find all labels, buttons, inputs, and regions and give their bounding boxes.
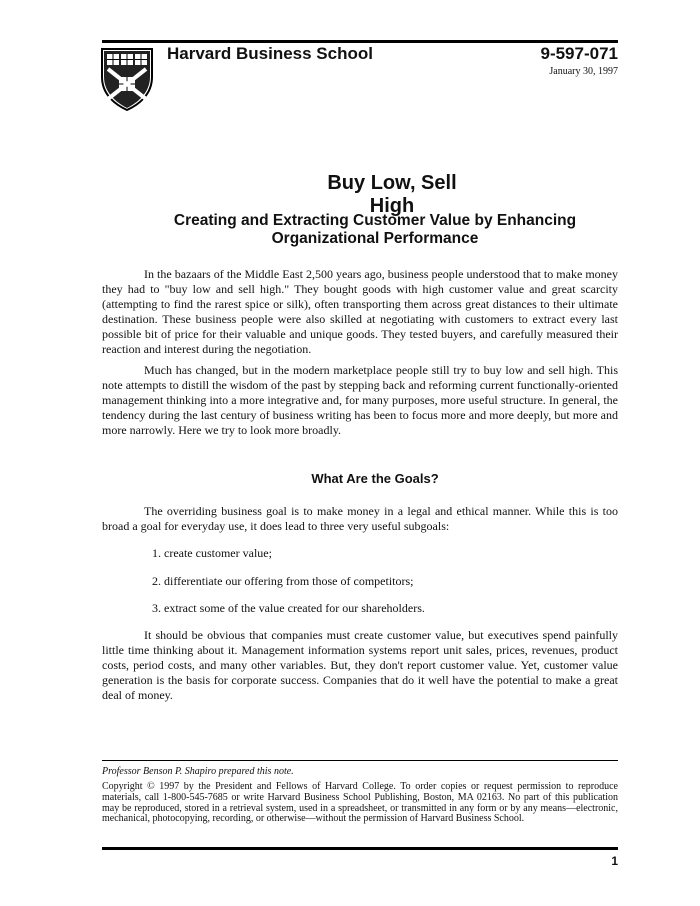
author-note: Professor Benson P. Shapiro prepared this note. <box>102 766 294 777</box>
paragraph-1: In the bazaars of the Middle East 2,500 years ago, business people understood that to make money they had to "buy low and sell high." They bought goods with high customer value and great scarcity (attempting to find the rarest spice or silk), often transporting them across great distances to their ultimate destination. These business people were also skilled at negotiating with customers to extract every last possible bit of price for their valuable and unique goods. They tested buyers, and carefully measured their reaction and interest during the negotiation. <box>102 267 618 356</box>
subtitle-line-2: Organizational Performance <box>271 230 479 247</box>
goal-item-3: 3. extract some of the value created for our shareholders. <box>152 601 425 615</box>
closing-paragraph: It should be obvious that companies must create customer value, but executives spend painfully little time thinking about it. Management information systems report unit sales, prices, revenues, product costs, period costs, and many other variables. But, they don't report customer value. Yet, customer value generation is the basis for corporate success. Companies that do it well have the potential to make a great deal of money. <box>102 628 618 702</box>
copyright-notice: Copyright © 1997 by the President and Fellows of Harvard College. To order copies or request permission to reproduce materials, call 1-800-545-7685 or write Harvard Business School Publishing, Boston, MA 02163. No part of this publication may be reproduced, stored in a retrieval system, used in a spreadsheet, or transmitted in any form or by any means—electronic, mechanical, photocopying, recording, or otherwise—without the permission of Harvard Business School. <box>102 781 618 825</box>
document-number: 9-597-071 <box>540 44 618 63</box>
goal-item-1: 1. create customer value; <box>152 546 272 560</box>
page-number: 1 <box>611 854 618 868</box>
goal-item-2: 2. differentiate our offering from those of competitors; <box>152 574 414 588</box>
document-date: January 30, 1997 <box>549 66 618 77</box>
paragraph-2: Much has changed, but in the modern marketplace people still try to buy low and sell high. This note attempts to distill the wisdom of the past by stepping back and reforming current functionally-oriented management thinking into a more integrative and, for many purposes, more useful structure. In general, the tendency during the last century of business writing has been to focus more and more deeply, but more and more narrowly. Here we try to look more broadly. <box>102 363 618 437</box>
harvard-shield-icon <box>100 47 154 111</box>
header-rule <box>102 40 618 43</box>
school-name: Harvard Business School <box>167 44 373 63</box>
section-heading: What Are the Goals? <box>311 471 439 486</box>
subtitle-line-1: Creating and Extracting Customer Value by Enhancing <box>173 212 577 229</box>
footnote-rule <box>102 760 618 761</box>
goals-intro-paragraph: The overriding business goal is to make money in a legal and ethical manner. While this is too broad a goal for everyday use, it does lead to three very useful subgoals: <box>102 504 618 533</box>
subtitle <box>102 212 618 248</box>
footer-rule <box>102 847 618 850</box>
title-text: Buy Low, Sell High <box>327 172 457 217</box>
